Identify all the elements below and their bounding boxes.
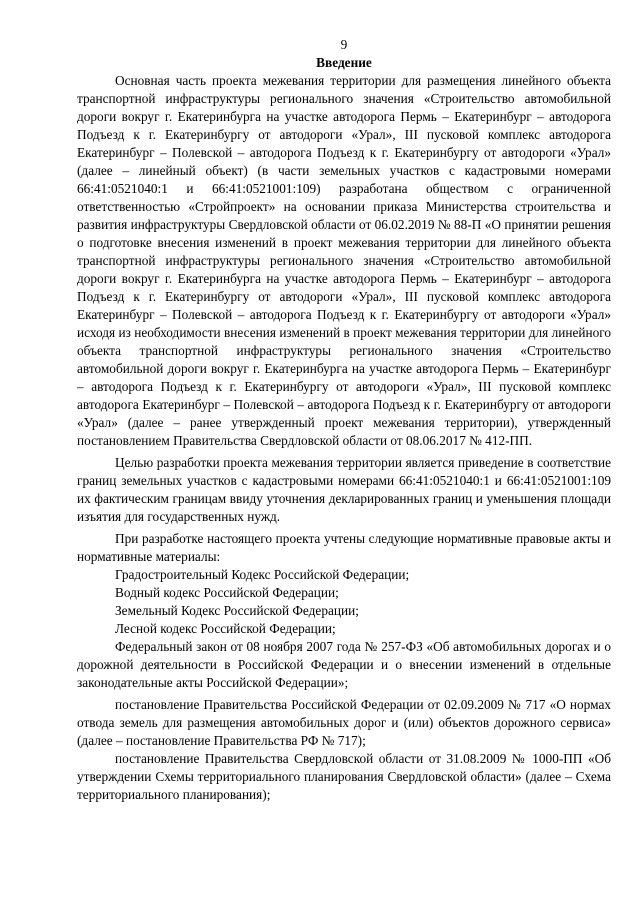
legal-act-item: Земельный Кодекс Российской Федерации; [115, 603, 359, 618]
goal-paragraph: Целью разработки проекта межевания территории является приведение в соответствие границ земельных участков с кадастровыми номерами 66:41:0521040:1 и 66:41:0521001:109 их фактическим границам ввиду уточнения декларированных границ и уменьшения площади изъятия для государственных нужд. [77, 455, 611, 524]
legal-act-item: постановление Правительства Свердловской области от 31.08.2009 № 1000-ПП «Об утверждении Схемы территориального планирования Свердловской области» (далее – Схема территориального планирования); [77, 751, 611, 802]
legal-act-item: постановление Правительства Российской Федерации от 02.09.2009 № 717 «О нормах отвода земель для размещения автомобильных дорог и (или) объектов дорожного сервиса» (далее – постановление Правительства РФ № 717); [77, 697, 611, 748]
legal-act-item: Федеральный закон от 08 ноября 2007 года № 257-ФЗ «Об автомобильных дорогах и о дорожной деятельности в Российской Федерации и о внесении изменений в отдельные законодательные акты Российской Федерации»; [77, 639, 611, 690]
intro-paragraph: Основная часть проекта межевания территории для размещения линейного объекта транспортной инфраструктуры регионального значения «Строительство автомобильной дороги вокруг г. Екатеринбурга на участке автодорога Пермь – Екатеринбург – автодорога Подъезд к г. Екатеринбургу от автодороги «Урал», III пусковой комплекс автодорога Екатеринбург – Полевской – автодорога Подъезд к г. Екатеринбургу от автодороги «Урал» (далее – линейный объект) (в части земельных участков с кадастровыми номерами 66:41:0521040:1 и 66:41:0521001:109) разработана обществом с ограниченной ответственностью «Стройпроект» на основании приказа Министерства строительства и развития инфраструктуры Свердловской области от 06.02.2019 № 88-П «О принятии решения о подготовке внесения изменений в проект межевания территории для линейного объекта транспортной инфраструктуры регионального значения «Строительство автомобильной дороги вокруг г. Екатеринбурга на участке автодорога Пермь – Екатеринбург – автодорога Подъезд к г. Екатеринбургу от автодороги «Урал», III пусковой комплекс автодорога Екатеринбург – Полевской – автодорога Подъезд к г. Екатеринбургу от автодороги «Урал» исходя из необходимости внесения изменений в проект межевания территории для линейного объекта транспортной инфраструктуры регионального значения «Строительство автомобильной дороги вокруг г. Екатеринбурга на участке автодорога Пермь – Екатеринбург – автодорога Подъезд к г. Екатеринбургу от автодороги «Урал», III пусковой комплекс автодорога Екатеринбург – Полевской – автодорога Подъезд к г. Екатеринбургу от автодороги «Урал» (далее – ранее утвержденный проект межевания территории), утвержденный постановлением Правительства Свердловской области от 08.06.2017 № 412-ПП. [77, 73, 611, 448]
normative-acts-intro: При разработке настоящего проекта учтены следующие нормативные правовые акты и нормативные материалы: [77, 531, 611, 564]
page-number: 9 [340, 37, 348, 52]
legal-act-item: Лесной кодекс Российской Федерации; [115, 621, 336, 636]
legal-act-item: Градостроительный Кодекс Российской Федерации; [115, 567, 410, 582]
legal-act-item: Водный кодекс Российской Федерации; [115, 585, 339, 600]
section-heading: Введение [316, 55, 372, 70]
document-page [77, 36, 611, 804]
